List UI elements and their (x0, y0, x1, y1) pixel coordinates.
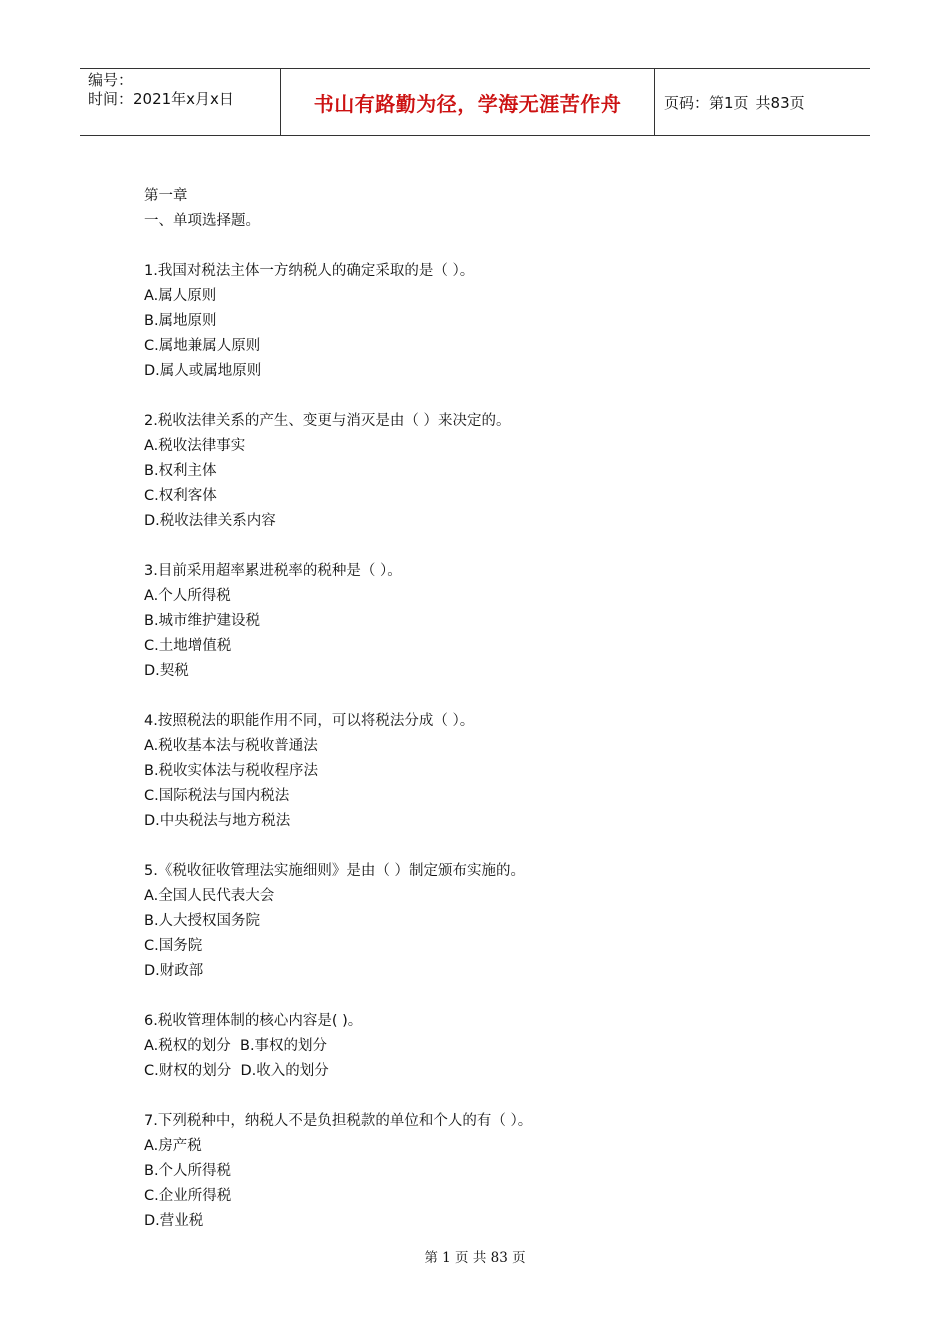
option-d: D.营业税 (144, 1213, 204, 1229)
option-c: C.国务院 (144, 938, 203, 954)
question-5 (144, 859, 844, 984)
option-c: C.权利客体 (144, 488, 217, 504)
option-d: D.财政部 (144, 963, 204, 979)
option-b: B.个人所得税 (144, 1163, 232, 1179)
question-text: 2.税收法律关系的产生、变更与消灭是由（ ）来决定的。 (144, 413, 511, 429)
option-b: B.城市维护建设税 (144, 613, 261, 629)
option-d: D.中央税法与地方税法 (144, 813, 291, 829)
option-a: A.个人所得税 (144, 588, 231, 604)
section-title: 一、单项选择题。 (144, 213, 260, 229)
option-b: B.属地原则 (144, 313, 217, 329)
header-motto: 书山有路勤为径，学海无涯苦作舟 (313, 91, 622, 116)
option-b: B.税收实体法与税收程序法 (144, 763, 319, 779)
question-text: 1.我国对税法主体一方纳税人的确定采取的是（ ）。 (144, 263, 475, 279)
question-2 (144, 409, 844, 534)
option-c: C.国际税法与国内税法 (144, 788, 290, 804)
option-b: B.人大授权国务院 (144, 913, 261, 929)
page-footer: 第 1 页 共 83 页 (424, 1250, 526, 1266)
page-header (80, 68, 870, 136)
header-motto-cell (281, 69, 655, 135)
question-text: 5.《税收征收管理法实施细则》是由（ ）制定颁布实施的。 (144, 863, 525, 879)
document-number-label: 编号： (88, 71, 134, 89)
question-text: 3.目前采用超率累进税率的税种是（ ）。 (144, 563, 402, 579)
option-a: A.属人原则 (144, 288, 217, 304)
option-a: A.税收基本法与税收普通法 (144, 738, 318, 754)
option-d: D.契税 (144, 663, 189, 679)
question-3 (144, 559, 844, 684)
header-page-info (655, 69, 870, 135)
question-text: 7.下列税种中，纳税人不是负担税款的单位和个人的有（ ）。 (144, 1113, 533, 1129)
option-c: C.土地增值税 (144, 638, 232, 654)
option-c: C.属地兼属人原则 (144, 338, 261, 354)
option-b: B.权利主体 (144, 463, 217, 479)
document-date: 时间：2021年x月x日 (88, 90, 234, 108)
question-text: 6.税收管理体制的核心内容是( )。 (144, 1013, 363, 1029)
option-c: C.企业所得税 (144, 1188, 232, 1204)
question-4 (144, 709, 844, 834)
question-1 (144, 259, 844, 384)
document-body (144, 184, 844, 1234)
chapter-title: 第一章 (144, 188, 188, 204)
option-a: A.全国人民代表大会 (144, 888, 275, 904)
header-page-current: 页码：第1页 (664, 93, 749, 112)
option-a: A.税收法律事实 (144, 438, 246, 454)
header-page-total: 共83页 (755, 93, 805, 112)
question-7 (144, 1109, 844, 1234)
option-a: A.房产税 (144, 1138, 202, 1154)
question-6 (144, 1009, 844, 1084)
option-row-ab: A.税权的划分 B.事权的划分 (144, 1038, 328, 1054)
option-row-cd: C.财权的划分 D.收入的划分 (144, 1063, 329, 1079)
option-d: D.属人或属地原则 (144, 363, 262, 379)
header-meta (80, 69, 281, 135)
question-text: 4.按照税法的职能作用不同，可以将税法分成（ ）。 (144, 713, 475, 729)
option-d: D.税收法律关系内容 (144, 513, 276, 529)
